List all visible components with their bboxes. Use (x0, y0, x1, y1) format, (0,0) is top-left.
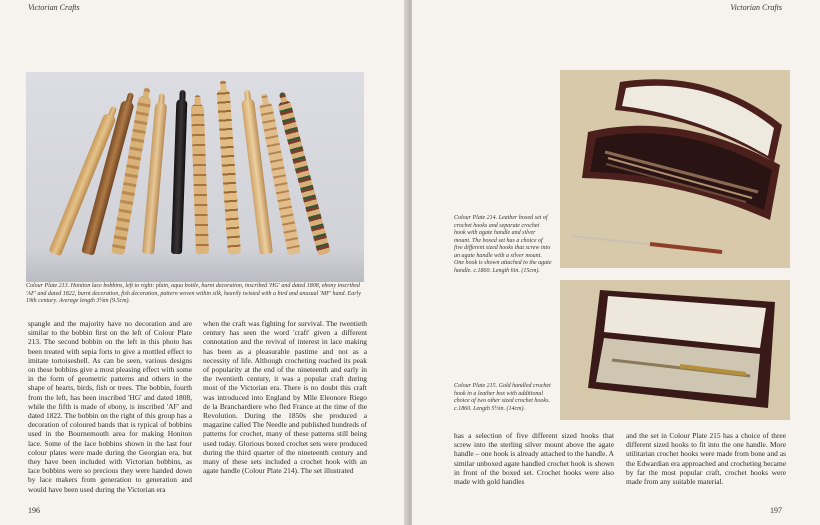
left-page (0, 0, 408, 525)
left-column-1 (28, 319, 192, 494)
gold-hook-photo (560, 280, 790, 420)
colour-plate-214-caption: Colour Plate 214. Leather boxed set of crochet hooks and separate crochet hook with agate handle and silver mount. The boxed set has a choice of five different sized hooks that screw into an agate handle with a silver mount. One hook is shown attached to the agate handle. c.1860. Length 6in. (15cm). (454, 215, 552, 274)
bobbin-6 (191, 104, 209, 254)
colour-plate-213-caption: Colour Plate 213. Honiton lace bobbins, left to right: plain, aqua bottle, burnt decoration, inscribed 'HG' and dated 1808, ebony inscribed 'AF' and dated 1822, burnt decoration, fish decoration, pattern woven within silk, heavily twisted with a bird and unusual 'MF' hand. Early 19th century. Average length 3¼in (9.5cm). (26, 283, 361, 304)
right-col2-text: and the set in Colour Plate 215 has a choice of three different sized hooks to fit into the one handle. More utilitarian crochet hooks were made from bone and as the Edwardian era approached and crocheting became by far the most popular craft, crochet hooks were made from any suitable material. (626, 431, 786, 487)
right-column-1 (454, 431, 614, 486)
crochet-set-photo (560, 70, 790, 268)
left-col2-text: when the craft was fighting for survival. The twentieth century has seen the word 'craft' given a different connotation and the revival of interest in lace making has been as a pleasurable pastime and not as a necessity of life. Although crocheting reached its peak of popularity at the end of the nineteenth and early in the twentieth century, it was a popular craft during most of the Victorian era. There is no doubt this craft was introduced into England by Mlle Eleonore Riego de la Branchardiere who fled France at the time of the Revolution. During the 1850s she produced a magazine called The Needle and published hundreds of patterns for crochet, many of these patterns still being used today. Glorious boxed crochet sets were produced during the third quarter of the nineteenth century and many of these sets included a crochet hook with an agate handle (Colour Plate 214). The set illustrated (203, 319, 367, 476)
page-number-right: 197 (770, 506, 782, 515)
lace-bobbins-photo (26, 72, 364, 282)
left-col1-text: spangle and the majority have no decoration and are similar to the bobbin first on the left of Colour Plate 213. The second bobbin on the left in this photo has been treated with sepia forts to give a mottled effect to imitate tortoiseshell. As can be seen, various designs on these bobbins give a most pleasing effect with some in the form of geometric patterns and others in the shape of hearts, birds, fish or trees. The bobbin, fourth from the left, has been inscribed 'HG' and dated 1808, while the fifth is made of ebony, is inscribed 'AF' and dated 1822. The bobbin on the right of this group has a decoration of coloured bands that is typical of bobbins used in the Bournemouth area for making Honiton lace. Some of the lace bobbins shown in the last four colour plates were made during the Georgian era, but they have been included with Victorian bobbins, as lace bobbins were so precious they were handed down by lace makers from generation to generation and would have been used during the Victorian era (28, 319, 192, 494)
left-column-2 (203, 319, 367, 475)
running-head-right: Victorian Crafts (730, 3, 782, 12)
right-page (412, 0, 820, 525)
page-number-left: 196 (28, 506, 40, 515)
bobbin-5 (171, 99, 187, 254)
gold-hook-box-illustration (560, 280, 790, 420)
right-column-2 (626, 431, 786, 486)
colour-plate-215-caption: Colour Plate 215. Gold handled crochet hook in a leather box with additional choice of two other sized crochet hooks. c.1860. Length 5½in. (14cm). (454, 383, 551, 412)
bobbin-7 (217, 89, 241, 255)
right-col1-text: has a selection of five different sized hooks that screw into the sterling silver mount above the agate handle – one hook is already attached to the handle. A similar unboxed agate handled crochet hook is shown in front of the boxed set. Crochet hooks were also made with gold handles (454, 431, 614, 487)
running-head-left: Victorian Crafts (28, 3, 80, 12)
boxed-crochet-set-illustration (560, 70, 790, 268)
